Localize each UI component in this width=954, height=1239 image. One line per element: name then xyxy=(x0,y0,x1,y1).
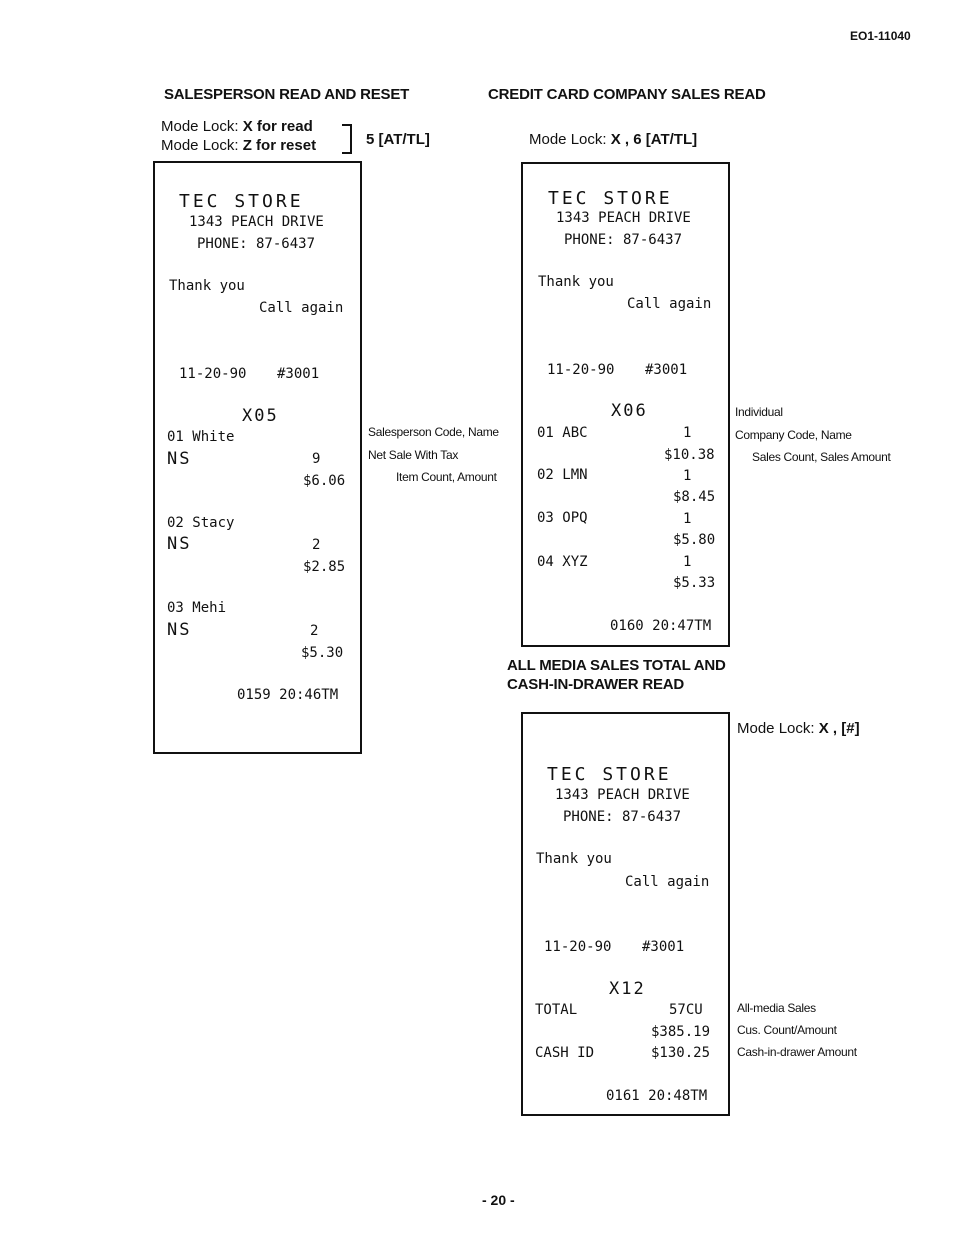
entry-code-name: 04 XYZ xyxy=(537,554,588,570)
store-address: 1343 PEACH DRIVE xyxy=(189,214,324,230)
register-number: #3001 xyxy=(277,366,320,382)
mode-bracket xyxy=(342,124,352,154)
entry-count: 2 xyxy=(310,623,319,639)
section-heading-credit-card: CREDIT CARD COMPANY SALES READ xyxy=(488,86,766,103)
receipt-footer: 0160 20:47TM xyxy=(610,618,712,634)
entry-count: 1 xyxy=(683,554,692,570)
entry-count: 1 xyxy=(683,511,692,527)
annotation-cus-count: Cus. Count/Amount xyxy=(737,1023,837,1037)
mode-lock-label: Mode Lock: xyxy=(161,137,239,154)
report-code: X12 xyxy=(609,979,646,999)
annotation-item-count: Item Count, Amount xyxy=(396,470,497,484)
entry-amount: $8.45 xyxy=(673,489,716,505)
entry-amount: $2.85 xyxy=(303,559,346,575)
store-name: TEC STORE xyxy=(179,191,304,212)
store-name: TEC STORE xyxy=(548,188,673,209)
thank-you-text: Thank you xyxy=(169,278,245,294)
report-code: X05 xyxy=(242,406,279,426)
entry-label: NS xyxy=(167,620,192,640)
report-code: X06 xyxy=(611,401,648,421)
entry-amount: $5.80 xyxy=(673,532,716,548)
mode-lock-credit xyxy=(529,131,697,148)
receipt-footer: 0161 20:48TM xyxy=(606,1088,708,1104)
annotation-salesperson-code: Salesperson Code, Name xyxy=(368,425,499,439)
document-id: EO1-11040 xyxy=(850,29,911,43)
mode-lock-label: Mode Lock: xyxy=(161,118,239,135)
cash-amount: $130.25 xyxy=(651,1045,711,1061)
mode-lock-value: X for read xyxy=(242,118,313,135)
receipt-date: 11-20-90 xyxy=(179,366,247,382)
mode-lock-all-media xyxy=(737,720,860,737)
register-number: #3001 xyxy=(642,939,685,955)
total-label: TOTAL xyxy=(535,1002,578,1018)
store-address: 1343 PEACH DRIVE xyxy=(556,210,691,226)
entry-count: 1 xyxy=(683,468,692,484)
total-amount: $385.19 xyxy=(651,1024,711,1040)
entry-amount: $6.06 xyxy=(303,473,346,489)
total-count: 57CU xyxy=(669,1002,703,1018)
mode-lock-value: Z for reset xyxy=(242,137,317,154)
section-heading-all-media: ALL MEDIA SALES TOTAL AND xyxy=(507,657,726,674)
mode-lock-label: Mode Lock: xyxy=(737,720,815,737)
store-address: 1343 PEACH DRIVE xyxy=(555,787,690,803)
entry-label: NS xyxy=(167,449,192,469)
annotation-individual: Individual xyxy=(735,405,783,419)
store-phone: PHONE: 87-6437 xyxy=(197,236,316,252)
mode-lock-value: X , [#] xyxy=(818,720,860,737)
entry-amount: $5.33 xyxy=(673,575,716,591)
register-number: #3001 xyxy=(645,362,688,378)
receipt-x12 xyxy=(521,712,730,1116)
section-heading-cash-drawer: CASH-IN-DRAWER READ xyxy=(507,676,685,693)
receipt-date: 11-20-90 xyxy=(544,939,612,955)
call-again-text: Call again xyxy=(625,874,710,890)
store-phone: PHONE: 87-6437 xyxy=(563,809,682,825)
receipt-date: 11-20-90 xyxy=(547,362,615,378)
entry-label: NS xyxy=(167,534,192,554)
page-number: - 20 - xyxy=(482,1192,515,1208)
call-again-text: Call again xyxy=(627,296,712,312)
annotation-all-media: All-media Sales xyxy=(737,1001,816,1015)
entry-count: 2 xyxy=(312,537,321,553)
annotation-cash-drawer: Cash-in-drawer Amount xyxy=(737,1045,857,1059)
call-again-text: Call again xyxy=(259,300,344,316)
entry-code-name: 01 ABC xyxy=(537,425,588,441)
entry-amount: $5.30 xyxy=(301,645,344,661)
entry-code-name: 02 Stacy xyxy=(167,515,235,531)
thank-you-text: Thank you xyxy=(536,851,612,867)
mode-lock-value: X , 6 [AT/TL] xyxy=(610,131,698,148)
entry-code-name: 01 White xyxy=(167,429,235,445)
thank-you-text: Thank you xyxy=(538,274,614,290)
receipt-x05 xyxy=(153,161,362,754)
entry-amount: $10.38 xyxy=(664,447,715,463)
mode-key: 5 [AT/TL] xyxy=(366,131,430,148)
entry-code-name: 03 Mehi xyxy=(167,600,227,616)
section-heading-salesperson: SALESPERSON READ AND RESET xyxy=(164,86,410,103)
mode-lock-label: Mode Lock: xyxy=(529,131,607,148)
annotation-company-code: Company Code, Name xyxy=(735,428,852,442)
receipt-x06 xyxy=(521,162,730,647)
receipt-footer: 0159 20:46TM xyxy=(237,687,339,703)
entry-count: 9 xyxy=(312,451,321,467)
mode-lock-read xyxy=(161,118,313,135)
store-name: TEC STORE xyxy=(547,764,672,785)
entry-code-name: 02 LMN xyxy=(537,467,588,483)
annotation-sales-count: Sales Count, Sales Amount xyxy=(752,450,891,464)
entry-code-name: 03 OPQ xyxy=(537,510,588,526)
cash-label: CASH ID xyxy=(535,1045,595,1061)
mode-lock-reset xyxy=(161,137,316,154)
store-phone: PHONE: 87-6437 xyxy=(564,232,683,248)
entry-count: 1 xyxy=(683,425,692,441)
annotation-net-sale: Net Sale With Tax xyxy=(368,448,459,462)
